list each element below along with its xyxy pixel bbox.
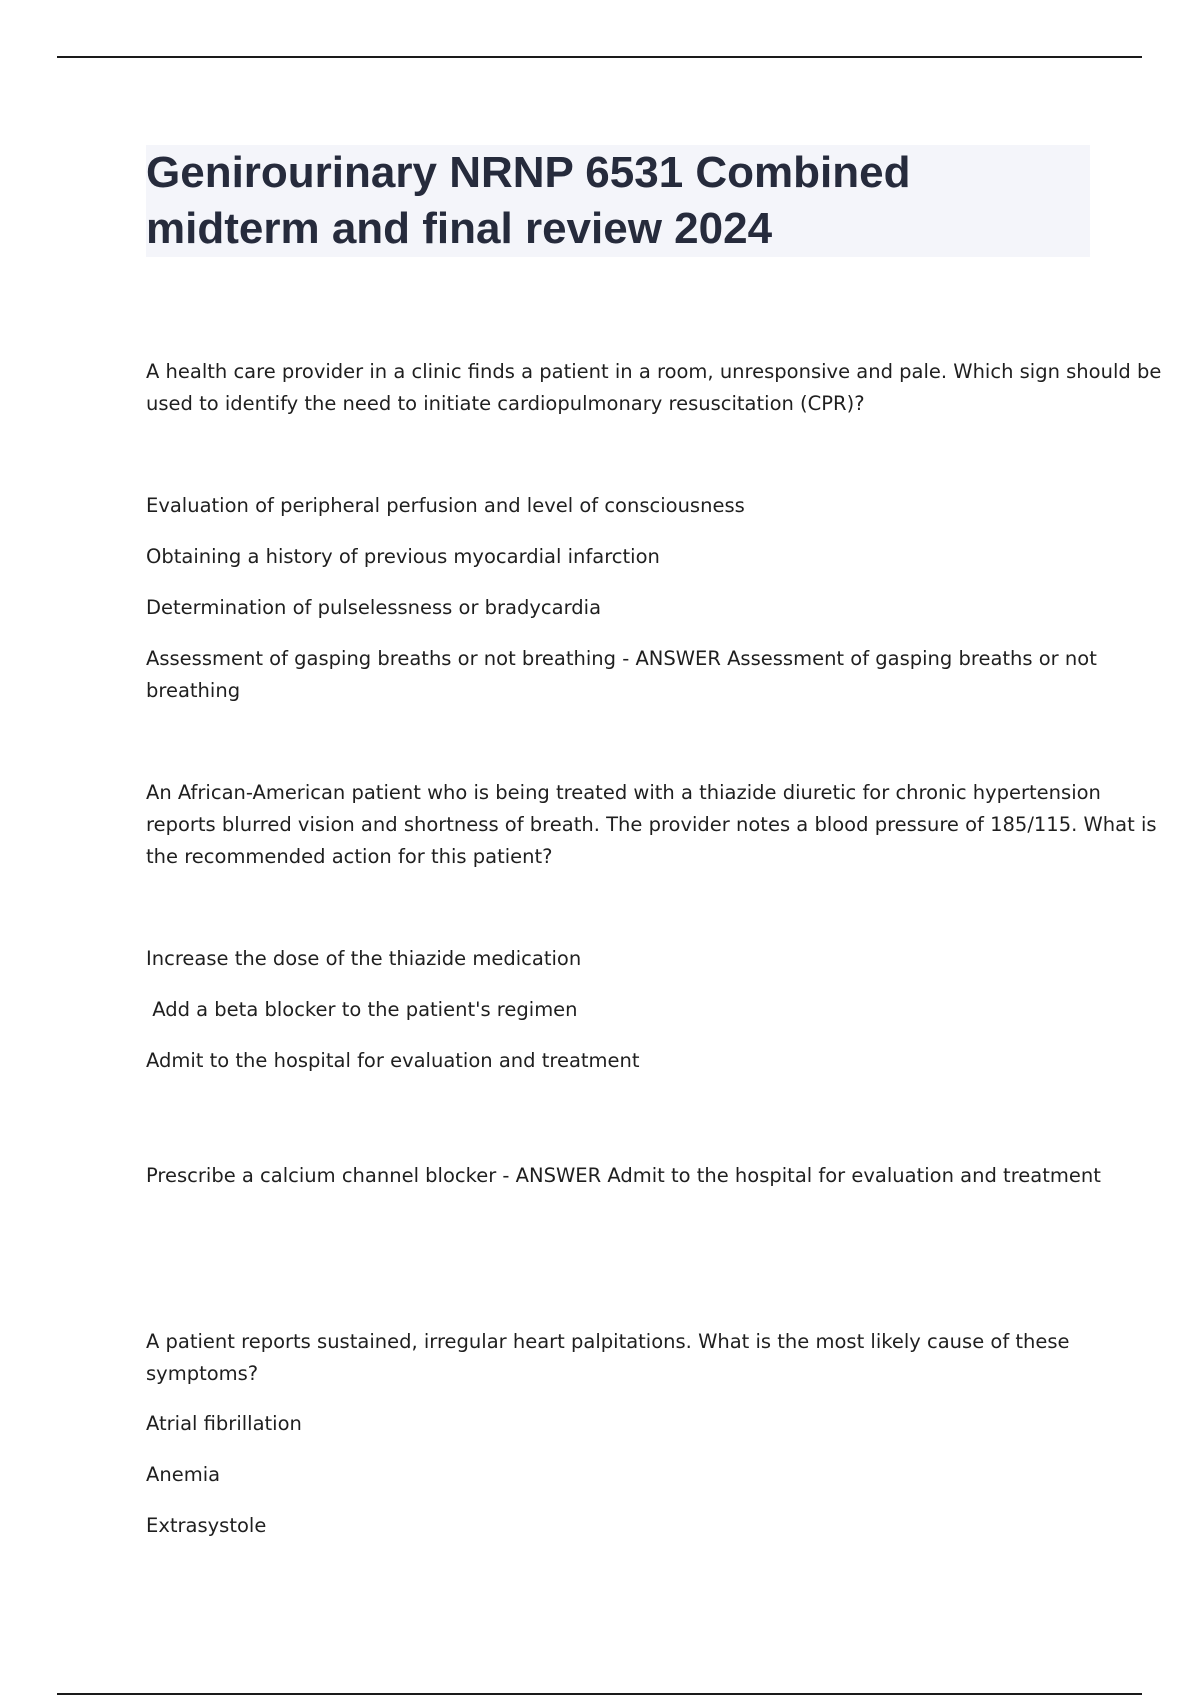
answer-line: Assessment of gasping breaths or not breathing - ANSWER Assessment of gasping breaths or not bbox=[146, 647, 1097, 670]
question-line: the recommended action for this patient? bbox=[146, 845, 553, 868]
question-line: reports blurred vision and shortness of breath. The provider notes a blood pressure of 185/115. What is bbox=[146, 813, 1157, 836]
document-title bbox=[146, 145, 1090, 257]
question-3-text bbox=[146, 1326, 1090, 1390]
question-2-option-1: Increase the dose of the thiazide medication bbox=[146, 947, 582, 970]
question-line: used to identify the need to initiate cardiopulmonary resuscitation (CPR)? bbox=[146, 392, 865, 415]
question-line: symptoms? bbox=[146, 1362, 259, 1385]
title-line-2: midterm and final review 2024 bbox=[146, 204, 773, 253]
question-2-option-2: Add a beta blocker to the patient's regimen bbox=[146, 998, 578, 1021]
answer-line: Prescribe a calcium channel blocker - ANSWER Admit to the hospital for evaluation and treatment bbox=[146, 1164, 1101, 1187]
question-1-option-3: Determination of pulselessness or bradycardia bbox=[146, 596, 602, 619]
title-line-1: Genirourinary NRNP 6531 Combined bbox=[146, 148, 911, 197]
question-1-option-1: Evaluation of peripheral perfusion and level of consciousness bbox=[146, 494, 745, 517]
question-1-option-2: Obtaining a history of previous myocardial infarction bbox=[146, 545, 660, 568]
question-2-text bbox=[146, 777, 1157, 873]
header-rule bbox=[57, 56, 1142, 58]
question-line: A health care provider in a clinic finds a patient in a room, unresponsive and pale. Which sign should be bbox=[146, 360, 1162, 383]
question-3-option-3: Extrasystole bbox=[146, 1514, 267, 1537]
answer-line: breathing bbox=[146, 679, 241, 702]
question-line: An African-American patient who is being treated with a thiazide diuretic for chronic hypertension bbox=[146, 781, 1101, 804]
question-line: A patient reports sustained, irregular heart palpitations. What is the most likely cause of these bbox=[146, 1330, 1070, 1353]
title-banner bbox=[146, 145, 1090, 257]
document-body bbox=[146, 356, 1162, 1542]
question-2-answer bbox=[146, 1096, 1101, 1256]
question-3-option-1: Atrial fibrillation bbox=[146, 1412, 302, 1435]
question-3-option-2: Anemia bbox=[146, 1463, 221, 1486]
question-1-text bbox=[146, 356, 1162, 420]
question-2-option-3: Admit to the hospital for evaluation and treatment bbox=[146, 1049, 640, 1072]
footer-rule bbox=[57, 1693, 1142, 1695]
question-1-answer bbox=[146, 643, 1097, 707]
